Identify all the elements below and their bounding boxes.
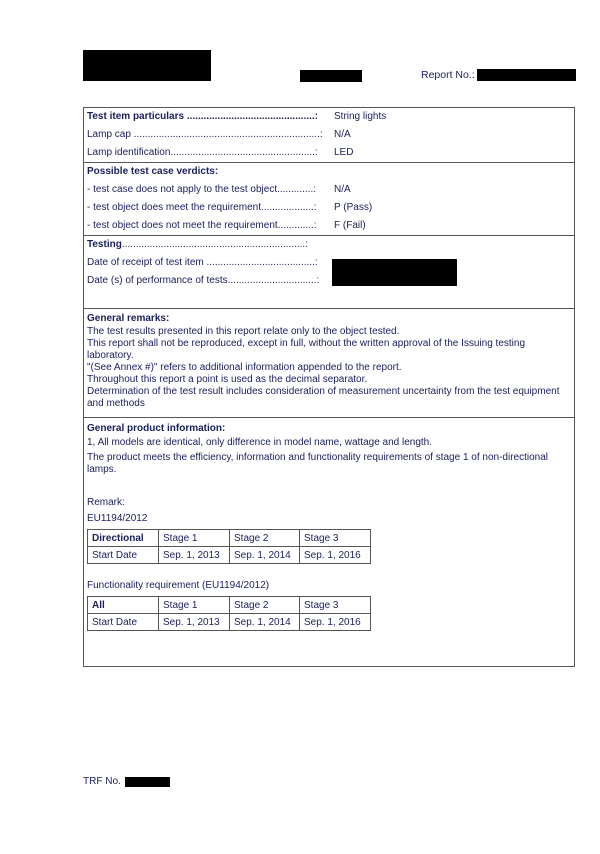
product-info-line: The product meets the efficiency, information and functionality requirements of stage 1 of non-directional lamps.: [87, 452, 548, 475]
verdict-label: - test object does meet the requirement...................:: [87, 202, 317, 213]
general-remarks-heading: General remarks:: [87, 313, 170, 324]
table-cell: All: [88, 597, 159, 614]
redacted-header-text: [300, 70, 362, 82]
table-cell: Sep. 1, 2014: [230, 547, 300, 564]
receipt-date-label: Date of receipt of test item .......................................:: [87, 257, 318, 268]
directional-stage-table: [87, 529, 371, 564]
functionality-stage-table: [87, 596, 371, 631]
report-main-box: [83, 107, 575, 667]
table-row: [88, 530, 371, 547]
testing-heading: Testing: [87, 239, 122, 250]
particular-value: String lights: [334, 111, 387, 122]
regulation-label: EU1194/2012: [87, 513, 148, 524]
trf-number-label: TRF No.: [83, 776, 121, 787]
remark-line: "(See Annex #)" refers to additional information appended to the report.: [87, 362, 402, 373]
verdict-label: - test case does not apply to the test object.............:: [87, 184, 317, 195]
table-cell: Stage 1: [159, 597, 230, 614]
remark-line: Determination of the test result includes consideration of measurement uncertainty from the test equipment and methods: [87, 386, 560, 409]
verdict-value: F (Fail): [334, 220, 366, 231]
table-row: [88, 614, 371, 631]
verdict-value: N/A: [334, 184, 351, 195]
table-cell: Stage 3: [300, 597, 371, 614]
verdict-row: [84, 217, 574, 235]
testing-section: [84, 236, 574, 309]
performance-date-label: Date (s) of performance of tests................................:: [87, 275, 320, 286]
remark-line: This report shall not be reproduced, except in full, without the written approval of the Issuing testing laboratory.: [87, 338, 526, 361]
product-info-section: [84, 418, 574, 631]
remark-label: Remark:: [87, 497, 125, 508]
table-cell: Start Date: [88, 614, 159, 631]
table-row: [88, 547, 371, 564]
table-cell: Stage 1: [159, 530, 230, 547]
table-cell: Sep. 1, 2013: [159, 547, 230, 564]
redacted-trf-number: [125, 777, 170, 787]
redacted-report-number: [477, 69, 576, 81]
particular-label: Lamp identification....................................................:: [87, 147, 318, 158]
particular-row-lamp-cap: [84, 126, 574, 144]
particular-row-item: [84, 108, 574, 126]
verdict-row: [84, 181, 574, 199]
particular-label: Test item particulars ..............................................:: [87, 111, 318, 122]
verdict-row: [84, 199, 574, 217]
product-info-heading: General product information:: [87, 423, 226, 434]
table-cell: Sep. 1, 2016: [300, 614, 371, 631]
table-cell: Stage 2: [230, 597, 300, 614]
remark-line: The test results presented in this report relate only to the object tested.: [87, 326, 400, 337]
testing-heading-dots: ..................................................................:: [121, 239, 308, 250]
table-cell: Sep. 1, 2016: [300, 547, 371, 564]
redacted-test-dates: [332, 259, 457, 286]
table-cell: Sep. 1, 2013: [159, 614, 230, 631]
report-no-label: Report No.:: [421, 69, 475, 81]
particular-value: LED: [334, 147, 354, 158]
particular-row-lamp-id: [84, 144, 574, 162]
table-cell: Sep. 1, 2014: [230, 614, 300, 631]
table-cell: Start Date: [88, 547, 159, 564]
table-row: [88, 597, 371, 614]
product-info-line: 1, All models are identical, only difference in model name, wattage and length.: [87, 437, 433, 448]
particulars-section: [84, 108, 574, 163]
table-cell: Stage 3: [300, 530, 371, 547]
particular-value: N/A: [334, 129, 351, 140]
particular-label: Lamp cap ...................................................................:: [87, 129, 323, 140]
table-cell: Stage 2: [230, 530, 300, 547]
functionality-label: Functionality requirement (EU1194/2012): [87, 580, 270, 591]
remark-line: Throughout this report a point is used as the decimal separator.: [87, 374, 368, 385]
verdict-label: - test object does not meet the requirement.............:: [87, 220, 317, 231]
redacted-logo: [83, 50, 211, 81]
verdict-value: P (Pass): [334, 202, 373, 213]
verdicts-heading: Possible test case verdicts:: [87, 166, 219, 177]
verdicts-section: [84, 163, 574, 236]
general-remarks-section: [84, 309, 574, 418]
table-cell: Directional: [88, 530, 159, 547]
